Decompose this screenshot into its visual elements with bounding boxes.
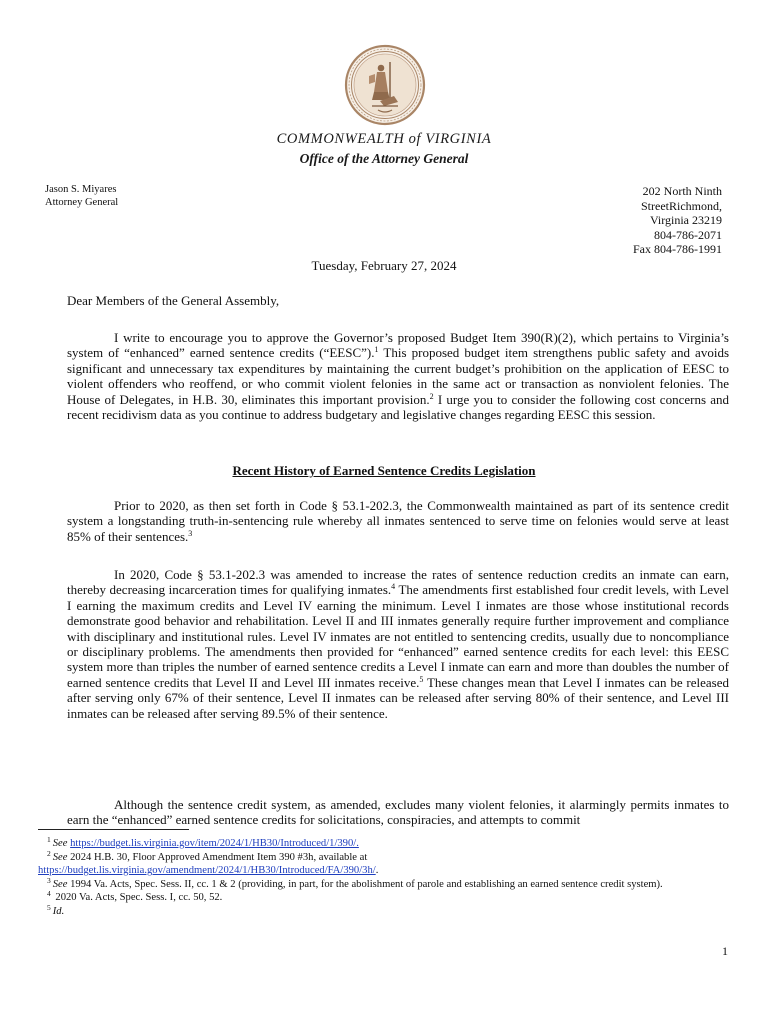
- paragraph-text: I urge you to consider the following cost concerns and recent recidivism data as you continue to address budgetary and legislative changes regarding EESC this session.: [67, 391, 729, 423]
- agency-title: COMMONWEALTH of VIRGINIA: [276, 131, 492, 147]
- footnote-3: [38, 875, 728, 892]
- paragraph-violent-felonies: [67, 797, 729, 828]
- footnote-text: 2024 H.B. 30, Floor Approved Amendment Item 390 #3h, available at: [67, 851, 368, 863]
- paragraph-amendments: [67, 567, 729, 721]
- footnote-1: [38, 837, 728, 851]
- footnote-text: Id.: [52, 905, 65, 917]
- footnote-ref: 5: [419, 674, 424, 684]
- footnote-ref: 3: [188, 528, 193, 538]
- footnote-2-link-line: [38, 864, 728, 878]
- footnote-4: [38, 891, 728, 905]
- paragraph-text: The amendments first established four credit levels, with Level I earning the maximum credits and Level IV earning the minimum. Level I inmates are those whose institutional records demonstrate good behavior and rehabilitation. Level II and III inmates generally require further improvement and compliance with disciplinary and institutional rules. Level IV inmates are not entitled to sentencing credits, usually due to noncompliance or disciplinary problems. The amendments then provided for “enhanced” earned sentence credits for each level: this EESC system more than triples the number of earned sentence credits a Level I inmate can earn and more than doubles the number of earned sentence credits that Level II and Level III inmates receive.: [67, 582, 729, 690]
- footnote-link[interactable]: https://budget.lis.virginia.gov/amendment/2024/1/HB30/Introduced/FA/390/3h/: [38, 865, 376, 877]
- paragraph-text: I write to encourage you to approve the Governor’s proposed Budget Item 390(R)(2), which pertains to Virginia’s system of “enhanced” earned sentence credits (“EESC”).: [67, 330, 729, 361]
- paragraph-text: Prior to 2020, as then set forth in Code § 53.1-202.3, the Commonwealth maintained as part of its sentence credit system a longstanding truth-in-sentencing rule whereby all inmates sentenced to serve time on felonies would serve at least 85% of their sentences.: [67, 498, 729, 544]
- phone-line: 804-786-2071: [654, 227, 722, 242]
- address-line: 202 North Ninth: [642, 184, 722, 198]
- footnotes: [38, 837, 728, 919]
- footnote-divider: [38, 829, 189, 830]
- footnote-signal: See: [52, 851, 68, 863]
- footnote-number: 3: [47, 875, 51, 885]
- address-line: StreetRichmond,: [641, 198, 722, 213]
- paragraph-text: In 2020, Code § 53.1-202.3 was amended to increase the rates of sentence reduction credits an inmate can earn, thereby decreasing incarceration times for qualifying inmates.: [67, 567, 729, 598]
- paragraph-history: [67, 498, 729, 544]
- page-number: 1: [722, 944, 728, 958]
- footnote-signal: See: [52, 878, 68, 890]
- footnote-ref: 2: [429, 391, 434, 401]
- paragraph-text: These changes mean that Level I inmates can be released after serving only 67% of their sentence, Level II inmates can be released after serving 80% of their sentence, and Level III inmates can be released after serving 89.5% of their sentence.: [67, 674, 729, 721]
- footnote-text: .: [375, 865, 379, 877]
- fax-line: Fax 804-786-1991: [633, 242, 722, 257]
- footnote-5: [38, 902, 728, 919]
- sender-block: [45, 183, 118, 209]
- paragraph-intro: [67, 330, 729, 422]
- office-title: Office of the Attorney General: [299, 151, 469, 166]
- footnote-text: 2020 Va. Acts, Spec. Sess. I, cc. 50, 52.: [52, 892, 223, 904]
- paragraph-text: Although the sentence credit system, as amended, excludes many violent felonies, it alarmingly permits inmates to earn the “enhanced” earned sentence credits for solicitations, conspiracies, and attempts to commit: [67, 797, 729, 828]
- attorney-name: Jason S. Miyares: [45, 184, 117, 195]
- letter-date: Tuesday, February 27, 2024: [311, 258, 457, 273]
- address-block: [633, 184, 722, 257]
- salutation: Dear Members of the General Assembly,: [67, 293, 280, 308]
- footnote-ref: 4: [391, 582, 396, 592]
- footnote-ref: 1: [374, 345, 379, 355]
- attorney-title: Attorney General: [45, 197, 119, 208]
- virginia-state-seal-icon: [344, 44, 426, 126]
- footnote-text: 1994 Va. Acts, Spec. Sess. II, cc. 1 & 2 (providing, in part, for the abolishment of parole and establishing an earned sentence credit system).: [67, 878, 663, 890]
- footnote-number: 1: [47, 835, 51, 844]
- footnote-2: [38, 848, 728, 865]
- footnote-link[interactable]: https://budget.lis.virginia.gov/item/2024/1/HB30/Introduced/1/390/.: [70, 838, 359, 849]
- footnote-number: 5: [47, 902, 51, 912]
- footnote-number: 4: [47, 889, 51, 899]
- section-heading: Recent History of Earned Sentence Credits Legislation: [232, 463, 536, 478]
- address-line: Virginia 23219: [649, 213, 722, 228]
- paragraph-text: This proposed budget item strengthens public safety and avoids significant and unnecessary tax expenditures by maintaining the current budget’s prohibition on the application of EESC to violent offenders who reoffend, or who commit violent felonies in the same act or transaction as nonviolent felonies. The House of Delegates, in H.B. 30, eliminates this important provision.: [67, 345, 729, 407]
- footnote-signal: See: [52, 838, 68, 849]
- footnote-number: 2: [47, 848, 51, 858]
